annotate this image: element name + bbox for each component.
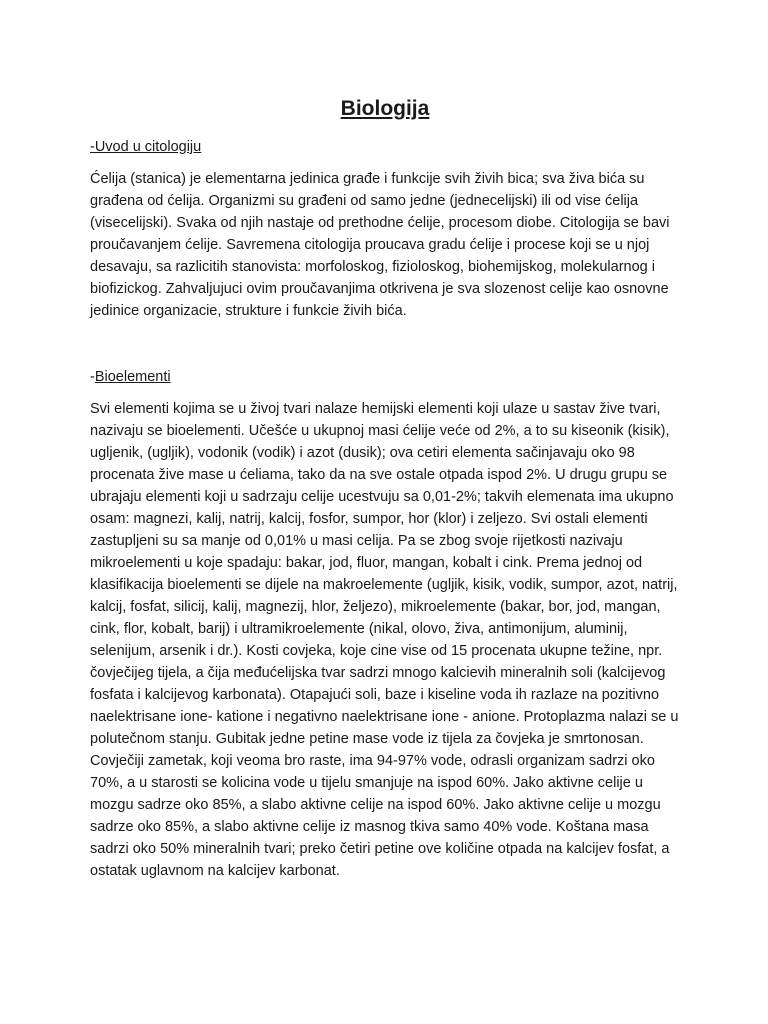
section-gap [90, 322, 680, 366]
section-heading-bioelementi-prefix: - [90, 369, 95, 385]
section-heading-uvod-text: -Uvod u citologiju [90, 139, 202, 155]
document-title: Biologija [340, 97, 430, 120]
section-heading-bioelementi [90, 366, 680, 388]
section-paragraph-uvod: Ćelija (stanica) je elementarna jedinica građe i funkcije svih živih bica; sva živa bića su građena od ćelija. Organizmi su građeni od samo jedne (jednecelijski) ili od vise ćelija (visecelijski). Svaka od njih nastaje od prethodne ćelije, procesom diobe. Citologija se bavi proučavanjem ćelije. Savremena citologija proucava gradu ćelije i procese koji se u njoj desavaju, sa razlicitih stanovista: morfoloskog, fizioloskog, biohemijskog, molekularnog i biofizickog. Zahvaljujuci ovim proučavanjima otkrivena je sva slozenost celije kao osnovne jedinice organizacie, strukture i funkcie živih bića. [90, 171, 670, 319]
section-paragraph-bioelementi: Svi elementi kojima se u živoj tvari nalaze hemijski elementi koji ulaze u sastav žive tvari, nazivaju se bioelementi. Učešće u ukupnoj masi ćelije veće od 2%, a to su kiseonik (kisik), ugljenik, (ugljik), vodonik (vodik) i azot (dusik); ova cetiri elementa sačinjavaju oko 98 procenata žive mase u ćeliama, tako da na sve ostale otpada ispod 2%. U drugu grupu se ubrajaju elementi koji u sadrzaju celije ucestvuju sa 0,01-2%; takvih elemenata ima ukupno osam: magnezi, kalij, natrij, kalcij, fosfor, sumpor, hor (klor) i zeljezo. Svi ostali elementi zastupljeni su sa manje od 0,01% u masi celija. Pa se zbog svoje rijetkosti nazivaju mikroelementi u koje spadaju: bakar, jod, fluor, mangan, kobalt i cink. Prema jednoj od klasifikacija bioelementi se dijele na makroelemente (ugljik, kisik, vodik, sumpor, azot, natrij, kalcij, fosfat, silicij, kalij, magnezij, hlor, željezo), mikroelemente (bakar, bor, jod, mangan, cink, flor, kobalt, barij) i ultramikroelemente (nikal, olovo, živa, antimonijum, aluminij, selenijum, arsenik i dr.). Kosti covjeka, koje cine vise od 15 procenata ukupne težine, npr. čovječijeg tijela, a čija međućelijska tvar sadrzi mnogo kalcievih mineralnih soli (kalcijevog fosfata i kalcijevog karbonata). Otapajući soli, baze i kiseline voda ih razlaze na pozitivno naelektrisane ione- katione i negativno naelektrisane ione - anione. Protoplazma nalazi se u polutečnom stanju. Gubitak jedne petine mase vode iz tijela za čovjeka je smrtonosan. Covječiji zametak, koji veoma bro raste, ima 94-97% vode, odrasli organizam sadrzi oko 70%, a u starosti se kolicina vode u tijelu smanjuje na ispod 60%. Jako aktivne celije u mozgu sadrze oko 85%, a slabo aktivne celije na ispod 60%. Jako aktivne celije u mozgu sadrze oko 85%, a slabo aktivne celije iz masnog tkiva samo 40% vode. Koštana masa sadrzi oko 50% mineralnih tvari; preko četiri petine ove količine otpada na kalcijev fosfat, a ostatak uglavnom na kalcijev karbonat. [90, 401, 679, 879]
section-heading-bioelementi-text: Bioelementi [94, 369, 171, 385]
section-heading-uvod [90, 136, 680, 158]
